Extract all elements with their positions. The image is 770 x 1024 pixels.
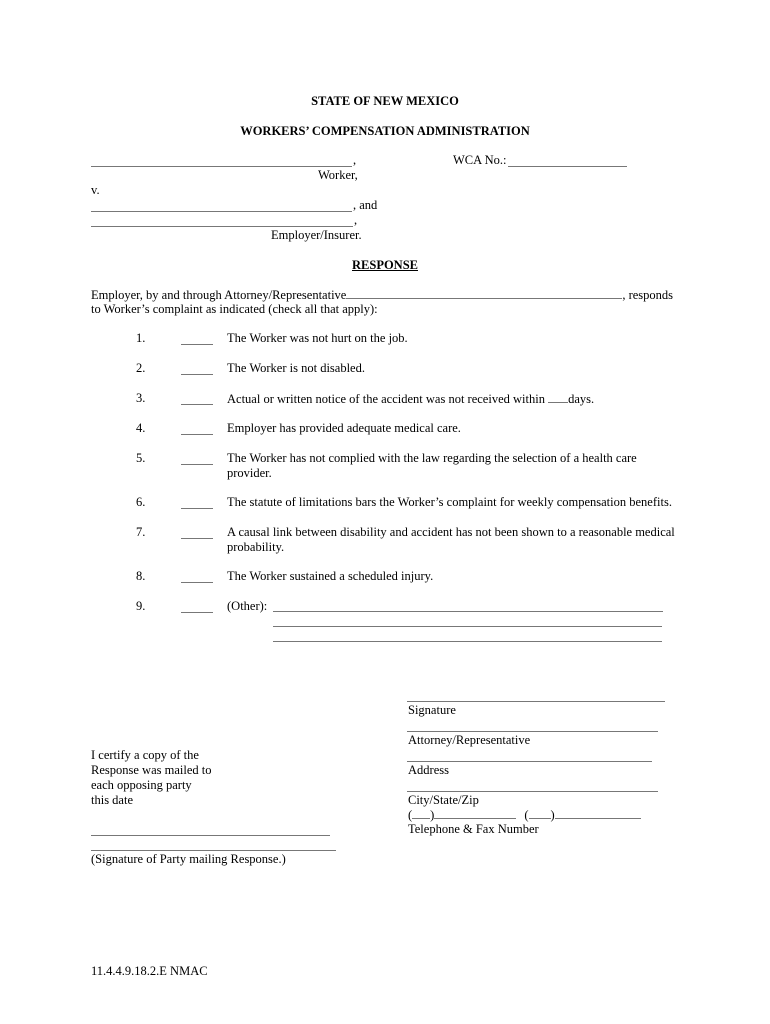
- phone-paren-close: ): [430, 808, 435, 822]
- intro-line-1: [91, 287, 673, 303]
- item-1-checkbox[interactable]: [181, 344, 213, 345]
- item-6-text: The statute of limitations bars the Worker’s complaint for weekly compensation benefits.: [227, 495, 672, 509]
- address-line[interactable]: [407, 761, 652, 762]
- certify-line-3: each opposing party: [91, 778, 192, 792]
- item-1-text: The Worker was not hurt on the job.: [227, 331, 408, 345]
- item-3-number: 3.: [136, 391, 146, 405]
- agency-heading: WORKERS’ COMPENSATION ADMINISTRATION: [240, 124, 530, 138]
- state-heading: STATE OF NEW MEXICO: [311, 94, 459, 108]
- phone-paren-open: (: [408, 808, 413, 822]
- insurer-name-blank[interactable]: [91, 226, 353, 227]
- item-2-text: The Worker is not disabled.: [227, 361, 365, 375]
- item-2-number: 2.: [136, 361, 146, 375]
- notice-days-blank[interactable]: [548, 391, 568, 403]
- item-4-text: Employer has provided adequate medical care.: [227, 421, 461, 435]
- item-4-checkbox[interactable]: [181, 434, 213, 435]
- other-line-3[interactable]: [273, 641, 662, 642]
- city-label: City/State/Zip: [408, 793, 479, 807]
- item-5-text-line-2: provider.: [227, 466, 272, 480]
- item-3-checkbox[interactable]: [181, 404, 213, 405]
- address-label: Address: [408, 763, 449, 777]
- signature-line[interactable]: [407, 701, 665, 702]
- phone-fax-label: Telephone & Fax Number: [408, 822, 539, 836]
- item-5-number: 5.: [136, 451, 146, 465]
- item-8-number: 8.: [136, 569, 146, 583]
- and-text: , and: [353, 198, 378, 212]
- phone-number-blank[interactable]: [434, 807, 516, 819]
- versus-text: v.: [91, 183, 100, 197]
- item-8-text: The Worker sustained a scheduled injury.: [227, 569, 434, 583]
- item-5-text-line-1: The Worker has not complied with the law regarding the selection of a health care: [227, 451, 637, 465]
- phone-area-code-blank[interactable]: [412, 807, 430, 819]
- item-3-text: [227, 391, 594, 407]
- phone-fax-row: [408, 807, 641, 823]
- mailing-date-line[interactable]: [91, 835, 330, 836]
- item-6-checkbox[interactable]: [181, 508, 213, 509]
- employer-comma: ,: [354, 213, 358, 227]
- worker-name-blank[interactable]: [91, 166, 352, 167]
- item-3-text-before: Actual or written notice of the accident was not received within: [227, 392, 549, 406]
- wca-number-blank[interactable]: [508, 166, 627, 167]
- fax-number-blank[interactable]: [555, 807, 641, 819]
- item-4-number: 4.: [136, 421, 146, 435]
- item-1-number: 1.: [136, 331, 146, 345]
- certify-line-1: I certify a copy of the: [91, 748, 199, 762]
- signature-label: Signature: [408, 703, 456, 717]
- other-line-2[interactable]: [273, 626, 662, 627]
- intro-line-1-start: Employer, by and through Attorney/Representative: [91, 288, 347, 302]
- footer-citation: 11.4.4.9.18.2.E NMAC: [91, 964, 208, 978]
- item-7-checkbox[interactable]: [181, 538, 213, 539]
- fax-paren-open: (: [524, 808, 529, 822]
- worker-label: Worker,: [318, 168, 358, 182]
- item-7-text-line-2: probability.: [227, 540, 285, 554]
- intro-line-1-end: , responds: [622, 288, 674, 302]
- employer-name-blank[interactable]: [91, 211, 352, 212]
- mailing-signature-line[interactable]: [91, 850, 336, 851]
- worker-comma: ,: [353, 153, 357, 167]
- employer-insurer-label: Employer/Insurer.: [271, 228, 362, 242]
- item-9-text: (Other):: [227, 599, 268, 613]
- city-line[interactable]: [407, 791, 658, 792]
- fax-paren-close: ): [550, 808, 555, 822]
- certify-line-4: this date: [91, 793, 134, 807]
- response-title: RESPONSE: [352, 258, 418, 272]
- mailing-signature-label: (Signature of Party mailing Response.): [91, 852, 286, 866]
- other-line-1[interactable]: [273, 611, 663, 612]
- item-7-text-line-1: A causal link between disability and accident has not been shown to a reasonable medical: [227, 525, 675, 539]
- certify-line-2: Response was mailed to: [91, 763, 212, 777]
- intro-line-2: to Worker’s complaint as indicated (check all that apply):: [91, 302, 378, 316]
- attorney-label: Attorney/Representative: [408, 733, 531, 747]
- attorney-line[interactable]: [407, 731, 658, 732]
- item-8-checkbox[interactable]: [181, 582, 213, 583]
- item-6-number: 6.: [136, 495, 146, 509]
- item-9-number: 9.: [136, 599, 146, 613]
- item-3-text-after: days.: [568, 392, 595, 406]
- item-5-checkbox[interactable]: [181, 464, 213, 465]
- item-9-checkbox[interactable]: [181, 612, 213, 613]
- item-7-number: 7.: [136, 525, 146, 539]
- attorney-name-blank[interactable]: [346, 287, 622, 299]
- item-2-checkbox[interactable]: [181, 374, 213, 375]
- wca-number-label: WCA No.:: [453, 153, 507, 167]
- fax-area-code-blank[interactable]: [529, 807, 551, 819]
